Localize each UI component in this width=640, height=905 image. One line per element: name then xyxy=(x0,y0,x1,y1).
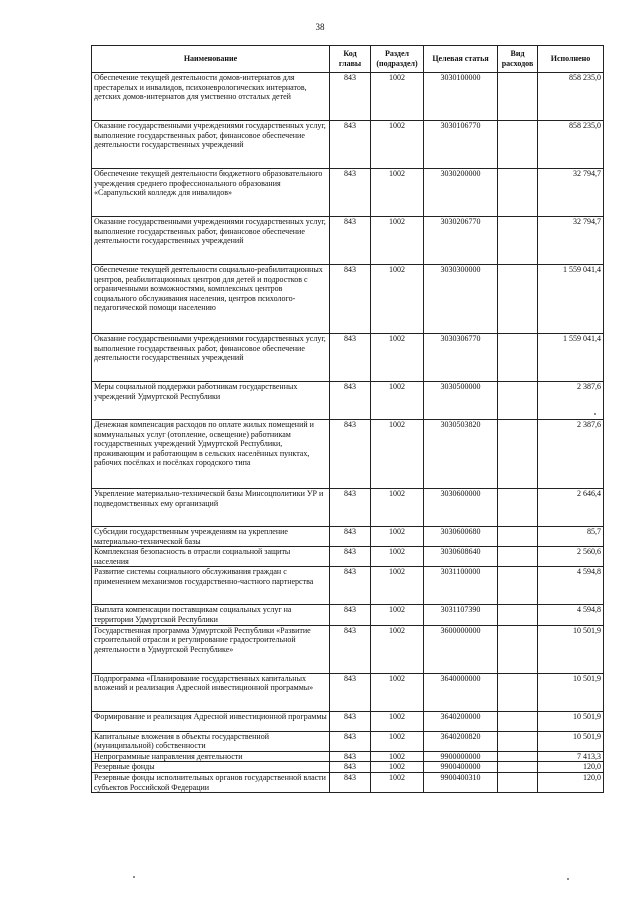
cell-amount: 7 413,3 xyxy=(538,751,604,762)
cell-code: 843 xyxy=(330,731,371,751)
cell-name: Непрограммные направления деятельности xyxy=(92,751,330,762)
cell-name: Капитальные вложения в объекты государственной (муниципальной) собственности xyxy=(92,731,330,751)
cell-target: 3030500000 xyxy=(424,382,498,420)
cell-target: 9900400000 xyxy=(424,762,498,773)
cell-code: 843 xyxy=(330,420,371,489)
cell-target: 3030600680 xyxy=(424,527,498,547)
table-row xyxy=(92,711,604,731)
table-row xyxy=(92,121,604,169)
table-row xyxy=(92,420,604,489)
cell-name: Формирование и реализация Адресной инвестиционной программы xyxy=(92,711,330,731)
cell-name: Оказание государственными учреждениями государственных услуг, выполнение государственных работ, финансовое обеспечение деятельности государственных учреждений xyxy=(92,217,330,265)
cell-name: Обеспечение текущей деятельности социально-реабилитационных центров, реабилитационных центров для детей и подростков с ограниченными возможностями, комплексных центров социального обслуживания населения, центров психолого-педагогической помощи населению xyxy=(92,265,330,334)
cell-code: 843 xyxy=(330,334,371,382)
table-row xyxy=(92,751,604,762)
column-header-target: Целевая статья xyxy=(424,46,498,73)
cell-amount: 2 387,6 xyxy=(538,382,604,420)
cell-target: 3030206770 xyxy=(424,217,498,265)
cell-name: Оказание государственными учреждениями государственных услуг, выполнение государственных работ, финансовое обеспечение деятельности государственных учреждений xyxy=(92,334,330,382)
cell-exptype xyxy=(498,772,538,792)
cell-section: 1002 xyxy=(371,711,424,731)
cell-section: 1002 xyxy=(371,547,424,567)
cell-name: Государственная программа Удмуртской Республики «Развитие строительной отрасли и регулирование градостроительной деятельности в Удмуртской Республике» xyxy=(92,625,330,673)
scan-speck xyxy=(567,878,569,880)
cell-exptype xyxy=(498,762,538,773)
cell-exptype xyxy=(498,121,538,169)
cell-exptype xyxy=(498,731,538,751)
table-row xyxy=(92,762,604,773)
cell-name: Развитие системы социального обслуживания граждан с применением механизмов государственно-частного партнерства xyxy=(92,567,330,605)
table-row xyxy=(92,567,604,605)
cell-code: 843 xyxy=(330,217,371,265)
cell-target: 3030306770 xyxy=(424,334,498,382)
cell-code: 843 xyxy=(330,772,371,792)
table-row xyxy=(92,605,604,625)
cell-section: 1002 xyxy=(371,420,424,489)
cell-name: Оказание государственными учреждениями государственных услуг, выполнение государственных работ, финансовое обеспечение деятельности государственных учреждений xyxy=(92,121,330,169)
cell-code: 843 xyxy=(330,711,371,731)
cell-amount: 1 559 041,4 xyxy=(538,334,604,382)
cell-amount: 2 560,6 xyxy=(538,547,604,567)
cell-amount: 2 387,6 xyxy=(538,420,604,489)
table-row xyxy=(92,673,604,711)
cell-target: 3031100000 xyxy=(424,567,498,605)
cell-target: 3640200000 xyxy=(424,711,498,731)
cell-code: 843 xyxy=(330,673,371,711)
cell-code: 843 xyxy=(330,169,371,217)
cell-section: 1002 xyxy=(371,334,424,382)
cell-amount: 32 794,7 xyxy=(538,217,604,265)
page-number: 38 xyxy=(315,22,325,32)
cell-target: 3030503820 xyxy=(424,420,498,489)
cell-amount: 10 501,9 xyxy=(538,731,604,751)
table-row xyxy=(92,527,604,547)
table-row xyxy=(92,265,604,334)
cell-exptype xyxy=(498,334,538,382)
cell-exptype xyxy=(498,420,538,489)
cell-section: 1002 xyxy=(371,772,424,792)
cell-code: 843 xyxy=(330,382,371,420)
cell-exptype xyxy=(498,673,538,711)
scan-speck xyxy=(594,413,596,415)
table-header-row xyxy=(92,46,604,73)
cell-section: 1002 xyxy=(371,762,424,773)
cell-name: Обеспечение текущей деятельности бюджетного образовательного учреждения среднего профессионального образования «Сарапульский колледж для инвалидов» xyxy=(92,169,330,217)
cell-section: 1002 xyxy=(371,489,424,527)
cell-exptype xyxy=(498,625,538,673)
cell-name: Комплексная безопасность в отрасли социальной защиты населения xyxy=(92,547,330,567)
cell-amount: 10 501,9 xyxy=(538,625,604,673)
column-header-name: Наименование xyxy=(92,46,330,73)
cell-section: 1002 xyxy=(371,217,424,265)
cell-section: 1002 xyxy=(371,382,424,420)
column-header-amount: Исполнено xyxy=(538,46,604,73)
table-row xyxy=(92,625,604,673)
cell-amount: 858 235,0 xyxy=(538,73,604,121)
cell-section: 1002 xyxy=(371,169,424,217)
cell-amount: 858 235,0 xyxy=(538,121,604,169)
cell-code: 843 xyxy=(330,751,371,762)
budget-execution-table xyxy=(91,45,604,793)
cell-name: Денежная компенсация расходов по оплате жилых помещений и коммунальных услуг (отопление, освещение) работникам государственных учреждений Удмуртской Республики, проживающим и работающим в сельских населённых пунктах, рабочих посёлках и посёлках городского типа xyxy=(92,420,330,489)
cell-exptype xyxy=(498,217,538,265)
cell-name: Подпрограмма «Планирование государственных капитальных вложений и реализация Адресной инвестиционной программы» xyxy=(92,673,330,711)
cell-section: 1002 xyxy=(371,751,424,762)
cell-section: 1002 xyxy=(371,121,424,169)
table-row xyxy=(92,169,604,217)
scan-speck xyxy=(133,876,135,878)
cell-section: 1002 xyxy=(371,625,424,673)
cell-target: 9900400310 xyxy=(424,772,498,792)
cell-code: 843 xyxy=(330,625,371,673)
cell-target: 3640200820 xyxy=(424,731,498,751)
cell-target: 3030106770 xyxy=(424,121,498,169)
cell-exptype xyxy=(498,751,538,762)
cell-exptype xyxy=(498,605,538,625)
cell-target: 3640000000 xyxy=(424,673,498,711)
cell-name: Резервные фонды исполнительных органов государственной власти субъектов Российской Федерации xyxy=(92,772,330,792)
cell-target: 3030300000 xyxy=(424,265,498,334)
cell-exptype xyxy=(498,489,538,527)
table-body xyxy=(92,73,604,793)
cell-exptype xyxy=(498,73,538,121)
table-row xyxy=(92,334,604,382)
cell-name: Укрепление материально-технической базы Минсоцполитики УР и подведомственных ему организаций xyxy=(92,489,330,527)
cell-target: 3600000000 xyxy=(424,625,498,673)
cell-target: 3031107390 xyxy=(424,605,498,625)
cell-amount: 4 594,8 xyxy=(538,567,604,605)
cell-exptype xyxy=(498,169,538,217)
cell-code: 843 xyxy=(330,265,371,334)
cell-target: 3030200000 xyxy=(424,169,498,217)
cell-name: Субсидии государственным учреждениям на укрепление материально-технической базы xyxy=(92,527,330,547)
cell-section: 1002 xyxy=(371,673,424,711)
cell-section: 1002 xyxy=(371,527,424,547)
cell-code: 843 xyxy=(330,605,371,625)
cell-exptype xyxy=(498,547,538,567)
cell-amount: 32 794,7 xyxy=(538,169,604,217)
cell-exptype xyxy=(498,527,538,547)
cell-amount: 10 501,9 xyxy=(538,711,604,731)
cell-code: 843 xyxy=(330,547,371,567)
table-row xyxy=(92,772,604,792)
table-row xyxy=(92,382,604,420)
cell-name: Выплата компенсации поставщикам социальных услуг на территории Удмуртской Республики xyxy=(92,605,330,625)
cell-target: 3030100000 xyxy=(424,73,498,121)
cell-code: 843 xyxy=(330,527,371,547)
cell-amount: 120,0 xyxy=(538,772,604,792)
cell-name: Меры социальной поддержки работникам государственных учреждений Удмуртской Республики xyxy=(92,382,330,420)
cell-section: 1002 xyxy=(371,731,424,751)
cell-amount: 10 501,9 xyxy=(538,673,604,711)
table-row xyxy=(92,217,604,265)
cell-section: 1002 xyxy=(371,605,424,625)
cell-code: 843 xyxy=(330,762,371,773)
cell-amount: 85,7 xyxy=(538,527,604,547)
cell-amount: 4 594,8 xyxy=(538,605,604,625)
cell-code: 843 xyxy=(330,567,371,605)
cell-exptype xyxy=(498,382,538,420)
cell-target: 9900000000 xyxy=(424,751,498,762)
column-header-section: Раздел (подраздел) xyxy=(371,46,424,73)
cell-code: 843 xyxy=(330,489,371,527)
cell-section: 1002 xyxy=(371,73,424,121)
cell-code: 843 xyxy=(330,73,371,121)
column-header-code: Код главы xyxy=(330,46,371,73)
table-row xyxy=(92,547,604,567)
cell-section: 1002 xyxy=(371,265,424,334)
cell-amount: 120,0 xyxy=(538,762,604,773)
cell-amount: 1 559 041,4 xyxy=(538,265,604,334)
table-row xyxy=(92,731,604,751)
cell-exptype xyxy=(498,567,538,605)
table-row xyxy=(92,489,604,527)
cell-name: Резервные фонды xyxy=(92,762,330,773)
column-header-exptype: Вид расходов xyxy=(498,46,538,73)
cell-section: 1002 xyxy=(371,567,424,605)
cell-target: 3030608640 xyxy=(424,547,498,567)
cell-exptype xyxy=(498,265,538,334)
cell-amount: 2 646,4 xyxy=(538,489,604,527)
table-row xyxy=(92,73,604,121)
cell-target: 3030600000 xyxy=(424,489,498,527)
cell-name: Обеспечение текущей деятельности домов-интернатов для престарелых и инвалидов, психоневрологических интернатов, детских домов-интернатов для умственно отсталых детей xyxy=(92,73,330,121)
cell-exptype xyxy=(498,711,538,731)
cell-code: 843 xyxy=(330,121,371,169)
